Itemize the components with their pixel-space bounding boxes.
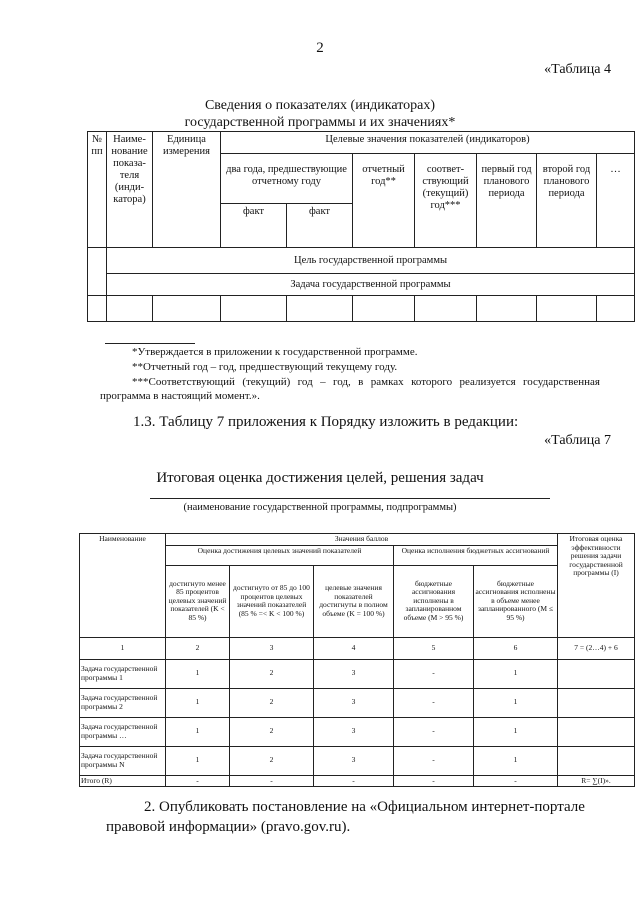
t4-head-current: соответ-ствующий (текущий) год***: [415, 154, 477, 248]
t4-head-first-plan: первый год планового периода: [477, 154, 537, 248]
t4-empty-cell: [477, 296, 537, 322]
t7-cell: 1: [474, 746, 558, 775]
table-row: [80, 659, 635, 688]
t7-row-name: Задача государственной программы 2: [80, 688, 166, 717]
t4-head-unit: Единица измерения: [153, 132, 221, 248]
table4-title-line1: Сведения о показателях (индикаторах): [204, 98, 436, 113]
t7-cell: 3: [314, 746, 394, 775]
t4-head-name: Наиме-нование показа-теля (инди-катора): [107, 132, 153, 248]
t7-head-c5: бюджетные ассигнования исполнены в запланированном объеме (M > 95 %): [394, 565, 474, 637]
t4-head-fact2: факт: [287, 204, 353, 248]
t4-empty-cell: [597, 296, 635, 322]
t7-head-name: Наименование: [80, 534, 166, 638]
t4-head-two-years: два года, предшествующие отчетному году: [221, 154, 353, 204]
table-row-total: [80, 775, 635, 787]
t7-cell: 1: [166, 717, 230, 746]
t7-cell: 3: [314, 717, 394, 746]
t7-row-name: Задача государственной программы …: [80, 717, 166, 746]
table-row: [80, 717, 635, 746]
t7-cell: -: [166, 775, 230, 787]
t7-head-budget-eval: Оценка исполнения бюджетных ассигнований: [394, 545, 558, 565]
paragraph-2: 2. Опубликовать постановление на «Официальном интернет-портале правовой информации» (pravo.gov.ru).: [106, 799, 585, 835]
page-number: 2: [316, 40, 324, 56]
t7-head-goal-eval: Оценка достижения целевых значений показателей: [166, 545, 394, 565]
t7-cell: 2: [230, 659, 314, 688]
t7-num-cell: 3: [230, 637, 314, 659]
t7-cell: 3: [314, 659, 394, 688]
t7-cell: -: [230, 775, 314, 787]
t7-cell: R= ∑(I)».: [558, 775, 635, 787]
t7-head-c2: достигнуто менее 85 процентов целевых значений показателей (K < 85 %): [166, 565, 230, 637]
table4: [87, 131, 635, 322]
t7-num-cell: 6: [474, 637, 558, 659]
t7-cell: -: [394, 746, 474, 775]
t7-total-name: Итого (R): [80, 775, 166, 787]
t4-empty-cell: [353, 296, 415, 322]
t4-head-targets: Целевые значения показателей (индикаторов): [221, 132, 635, 154]
t7-cell: 1: [474, 659, 558, 688]
t7-cell: 1: [474, 717, 558, 746]
table7: [79, 533, 635, 787]
paragraph-1-3: 1.3. Таблицу 7 приложения к Порядку изложить в редакции:: [133, 414, 519, 430]
t4-empty-cell: [153, 296, 221, 322]
t7-head-c4: целевые значения показателей достигнуты в полном объеме (K = 100 %): [314, 565, 394, 637]
t4-blank-cell: [88, 248, 107, 296]
t7-cell: [558, 746, 635, 775]
t7-cell: 3: [314, 688, 394, 717]
table-row: [80, 746, 635, 775]
t7-head-final: Итоговая оценка эффективности решения задачи государственной программы (I): [558, 534, 635, 638]
t7-num-cell: 1: [80, 637, 166, 659]
t4-empty-cell: [221, 296, 287, 322]
footnote-separator: [105, 343, 195, 344]
t7-cell: 2: [230, 746, 314, 775]
table7-label: «Таблица 7: [544, 433, 611, 448]
t4-empty-cell: [415, 296, 477, 322]
t7-cell: 2: [230, 688, 314, 717]
t7-row-name: Задача государственной программы 1: [80, 659, 166, 688]
t7-cell: 1: [474, 688, 558, 717]
t7-cell: -: [474, 775, 558, 787]
t4-empty-cell: [287, 296, 353, 322]
t4-goal-row: Цель государственной программы: [107, 248, 635, 274]
t7-cell: 1: [166, 659, 230, 688]
table-row: [80, 688, 635, 717]
t7-num-cell: 4: [314, 637, 394, 659]
t7-row-name: Задача государственной программы N: [80, 746, 166, 775]
t7-head-c3: достигнуто от 85 до 100 процентов целевых значений показателей (85 % =< K < 100 %): [230, 565, 314, 637]
t4-task-row: Задача государственной программы: [107, 274, 635, 296]
t7-cell: 2: [230, 717, 314, 746]
t4-head-ellipsis: …: [597, 154, 635, 248]
program-name-line: [150, 498, 550, 499]
t7-cell: 1: [166, 688, 230, 717]
t7-cell: [558, 717, 635, 746]
t7-cell: -: [394, 717, 474, 746]
t4-empty-cell: [88, 296, 107, 322]
footnote-1: *Утверждается в приложении к государственной программе.: [132, 346, 418, 358]
table7-title: Итоговая оценка достижения целей, решения задач: [156, 470, 484, 486]
t4-head-second-plan: второй год планового периода: [537, 154, 597, 248]
t7-num-cell: 5: [394, 637, 474, 659]
t7-head-points: Значения баллов: [166, 534, 558, 546]
t7-cell: 1: [166, 746, 230, 775]
table4-title: [0, 97, 640, 131]
footnote-2: **Отчетный год – год, предшествующий текущему году.: [132, 361, 398, 373]
table4-label: «Таблица 4: [544, 62, 611, 77]
t4-empty-cell: [537, 296, 597, 322]
t4-head-reporting: отчетный год**: [353, 154, 415, 248]
t7-cell: -: [394, 688, 474, 717]
program-name-caption: (наименование государственной программы, подпрограммы): [183, 502, 457, 513]
t4-empty-cell: [107, 296, 153, 322]
t7-num-cell: 7 = (2…4) + 6: [558, 637, 635, 659]
t7-cell: -: [314, 775, 394, 787]
t7-head-c6: бюджетные ассигнования исполнены в объеме менее запланированного (M ≤ 95 %): [474, 565, 558, 637]
table4-title-line2: государственной программы и их значениях*: [184, 115, 456, 130]
t4-head-num: № пп: [88, 132, 107, 248]
t7-cell: -: [394, 775, 474, 787]
t7-cell: [558, 659, 635, 688]
t4-head-fact1: факт: [221, 204, 287, 248]
footnote-3: ***Соответствующий (текущий) год – год, в рамках которого реализуется государственная программа в настоящий момент.».: [100, 376, 600, 402]
t7-cell: -: [394, 659, 474, 688]
t7-cell: [558, 688, 635, 717]
t7-num-cell: 2: [166, 637, 230, 659]
